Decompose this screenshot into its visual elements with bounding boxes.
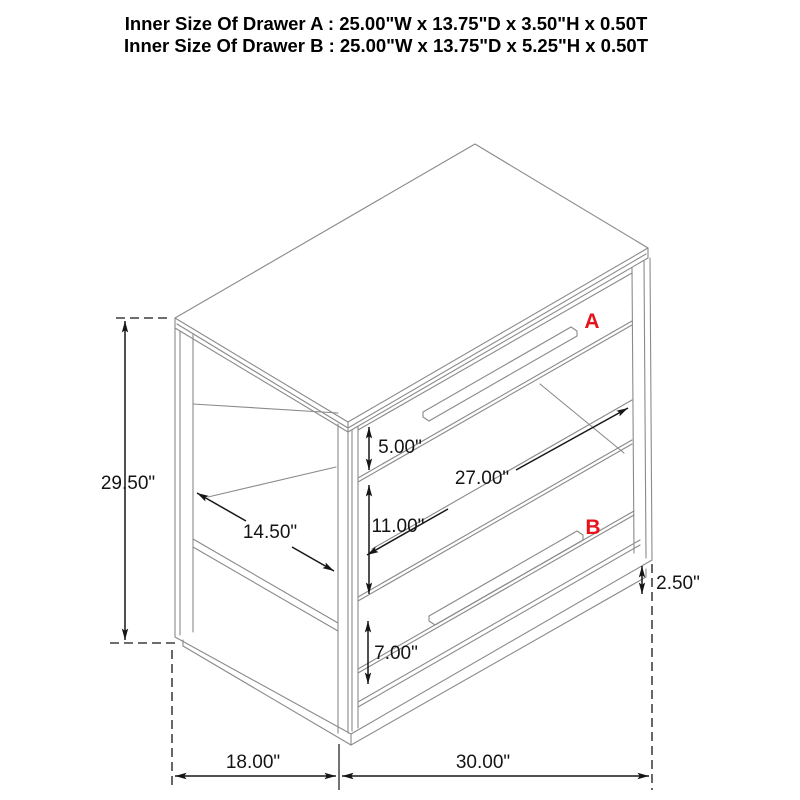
right-stile xyxy=(632,258,652,560)
dim-label-overall-depth: 18.00" xyxy=(225,752,281,773)
dim-label-drawer-b-height: 7.00" xyxy=(374,643,418,664)
dim-label-overall-height: 29.50" xyxy=(100,473,156,494)
title-line-2: Inner Size Of Drawer B : 25.00"W x 13.75"D x 5.25"H x 0.50T xyxy=(124,35,648,56)
top-surface xyxy=(175,144,648,422)
dim-label-opening-width: 27.00" xyxy=(454,468,510,489)
dim-opening-height xyxy=(369,485,424,594)
dim-label-base-height: 2.50" xyxy=(656,573,700,594)
dim-overall-depth xyxy=(175,752,336,776)
dim-shelf-depth xyxy=(197,493,334,571)
dim-label-drawer-a-height: 5.00" xyxy=(378,437,422,458)
dim-base-height xyxy=(642,566,700,594)
dim-label-overall-width: 30.00" xyxy=(455,752,511,773)
top-slab-edges xyxy=(175,248,648,432)
dimension-annotations xyxy=(101,318,700,790)
dim-label-opening-height: 11.00" xyxy=(371,516,425,537)
dim-overall-width xyxy=(342,752,649,776)
drawer-a-letter: A xyxy=(584,310,600,333)
drawer-b-handle xyxy=(429,531,583,625)
left-side-face xyxy=(175,328,338,637)
dim-label-shelf-depth: 14.50" xyxy=(242,522,298,543)
drawer-a-handle xyxy=(423,327,577,421)
title-line-1: Inner Size Of Drawer A : 25.00"W x 13.75"D x 3.50"H x 0.50T xyxy=(124,13,648,34)
dim-drawer-a-height xyxy=(369,427,422,470)
front-left-stile xyxy=(338,424,358,733)
dim-overall-height xyxy=(101,318,178,643)
dim-drawer-b-height xyxy=(368,621,418,684)
drawer-b-letter: B xyxy=(585,516,601,539)
